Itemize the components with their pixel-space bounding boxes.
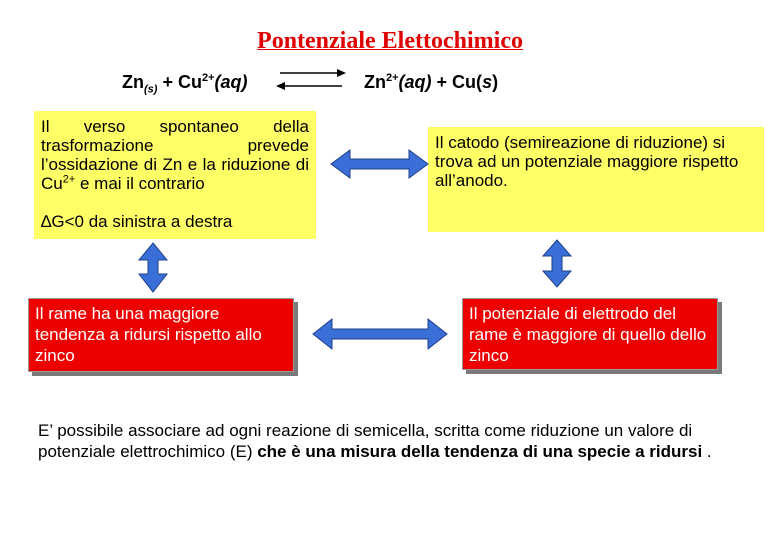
reactant-zn: Zn xyxy=(122,72,144,92)
electrode-potential-text: Il potenziale di elettrodo del rame è maggiore di quello dello zinco xyxy=(469,304,707,365)
double-arrow-top-horizontal-icon xyxy=(331,150,428,178)
reactant-cu-state: (aq) xyxy=(214,72,248,92)
footer-text-bold: che è una misura della tendenza di una specie a ridursi xyxy=(257,442,703,461)
product-zn: Zn xyxy=(364,72,386,92)
delta-g-text: ∆G<0 da sinistra a destra xyxy=(41,212,233,231)
spontaneous-text-main: Il verso spontaneo della trasformazione prevede l’ossidazione di Zn e la riduzione di Cu xyxy=(41,117,309,193)
double-arrow-right-vertical-icon xyxy=(543,240,571,287)
copper-tendency-text: Il rame ha una maggiore tendenza a ridursi rispetto allo zinco xyxy=(35,304,262,365)
footer-text-end: . xyxy=(702,442,712,461)
double-arrow-bottom-horizontal-icon xyxy=(313,319,447,349)
product-cu-state: s xyxy=(482,72,493,92)
reactant-charge: 2+ xyxy=(201,72,215,84)
cathode-text: Il catodo (semireazione di riduzione) si trova ad un potenziale maggiore rispetto all’anodo. xyxy=(435,133,739,190)
product-cu: + Cu( xyxy=(431,72,483,92)
equilibrium-arrows-icon xyxy=(276,69,346,90)
product-charge: 2+ xyxy=(386,72,399,84)
spontaneous-text-end: e mai il contrario xyxy=(75,174,205,193)
footer-text-normal: E’ possibile associare ad ogni reazione di semicella, scritta come riduzione un valore di potenziale elettrochimico (E) xyxy=(38,421,693,461)
spontaneous-text-charge: 2+ xyxy=(62,173,76,186)
product-paren: ) xyxy=(492,72,499,92)
reactant-cu: + Cu xyxy=(157,72,202,92)
page-title: Pontenziale Elettochimico xyxy=(257,28,523,54)
product-zn-state: (aq) xyxy=(398,72,432,92)
reactant-zn-state: (s) xyxy=(144,83,158,96)
double-arrow-left-vertical-icon xyxy=(139,243,167,292)
